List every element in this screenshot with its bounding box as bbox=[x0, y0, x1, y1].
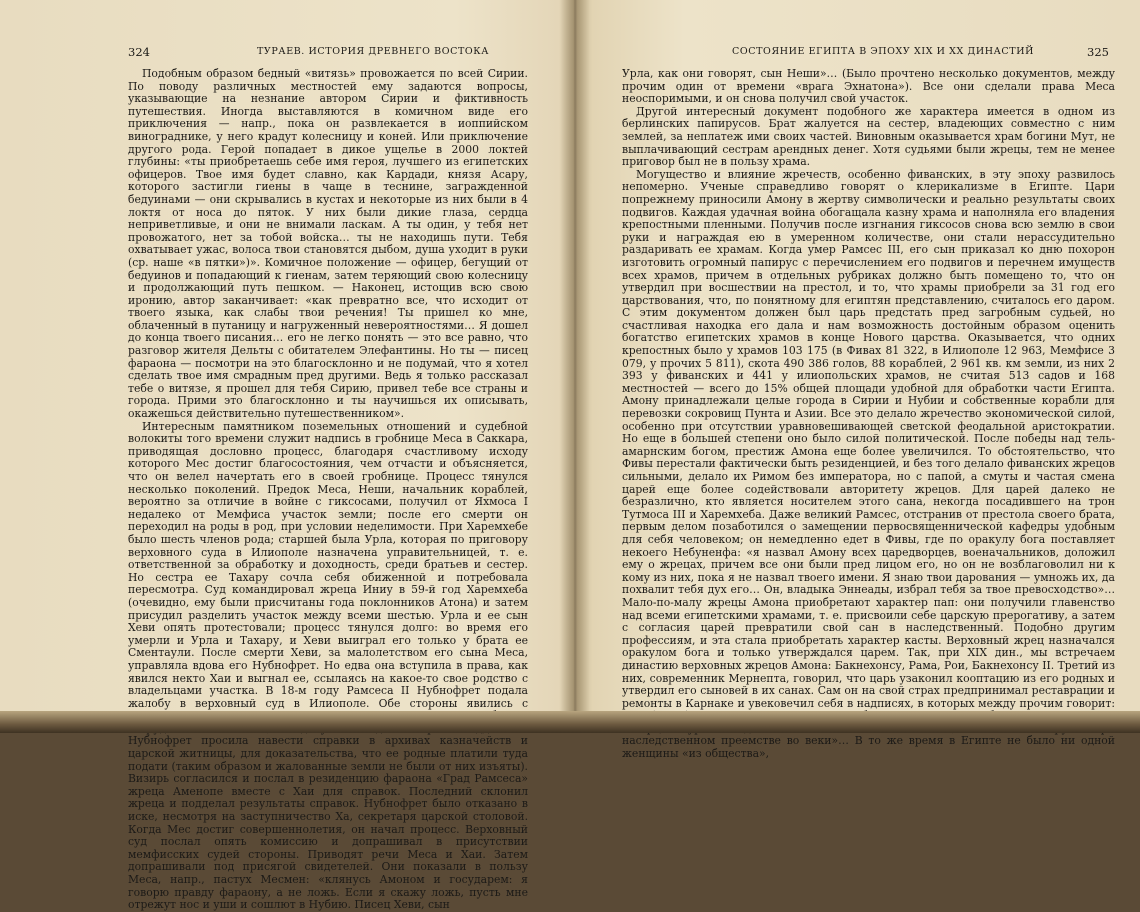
left-page bbox=[0, 0, 565, 912]
right-page bbox=[582, 0, 1140, 761]
running-head: СОСТОЯНИЕ ЕГИПТА В ЭПОХУ XIX И XX ДИНАСТИЙ bbox=[732, 46, 1034, 57]
page-body bbox=[622, 68, 1115, 761]
paragraph: Урла, как они говорят, сын Неши»… (Было прочтено несколько документов, между прочим один от времени «врага Эхнатона»). Все они сделали права Меса неоспоримыми, и он снова получил свой участок. bbox=[622, 67, 1115, 106]
paragraph: Могущество и влияние жречеств, особенно фиванских, в эту эпоху развилось непомерно. Ученые справедливо говорят о клерикализме в Египте. Цари попрежнему приносили Амону в жертву символически и реально результаты своих подвигов. Каждая удачная война обогащала казну храма и наполняла его владения крепостными пленными. Получив после изгнания гиксосов снова всю землю в свои руки и награждая ею в умеренном количестве, они стали нерассудительно раздаривать ее храмам. Когда умер Рамсес III, его сын приказал ко дню похорон изготовить огромный папирус с перечислением его подвигов и перечнем имуществ всех храмов, причем в отдельных рубриках должно быть помещено то, что он утвердил при восшествии на престол, и то, что храмы приобрели за 31 год его царствования, что, по понятному для египтян представлению, считалось его даром. С этим документом должен был царь предстать пред загробным судьей, но счастливая находка его дала и нам возможность достойным образом оценить богатство египетских храмов в конце Нового царства. Оказывается, что одних крепостных было у храмов 103 175 (в Фивах 81 322, в Илиополе 12 963, Мемфисе 3 079, у прочих 5 811), скота 490 386 голов, 88 кораблей, 2 961 кв. км земли, из них 2 393 у фиванских и 441 у илиопольских храмов, не считая 513 садов и 168 местностей — всего до 15% общей площади удобной для обработки части Египта. Амону принадлежали целые города в Сирии и Нубии и собственные корабли для перевозки сокровищ Пунта и Азии. Все это делало жречество экономической силой, особенно при отсутствии уравновешивающей светской феодальной аристократии. Но еще в большей степени оно было силой политической. После победы над тель-амарнским богом, престиж Амона еще более увеличился. То обстоятельство, что Фивы перестали фактически быть резиденцией, и без того делало фиванских жрецов сильными, делало их Римом без императора, но с папой, а смуты и частая смена царей еще более содействовали авторитету жрецов. Для царей далеко не безразлично, кто является носителем этого сана, некогда посадившего на трон Тутмоса III и Харемхеба. Даже великий Рамсес, отстранив от престола своего брата, первым делом позаботился о замещении первосвященнической кафедры удобным для себя человеком; он немедленно едет в Фивы, где по оракулу бога поставляет некоего Небуненфа: «я назвал Амону всех царедворцев, военачальников, доложил ему о жрецах, причем все они были пред лицом его, но он не возблаговолил ни к кому из них, пока я не назвал твоего имени. Я знаю твои дарования — умножь их, да похвалит тебя дух его… Он, владыка Эннеады, избрал тебя за твое превосходство»… Мало-по-малу жрецы Амона приобретают характер пап: они получили главенство над всеми египетскими храмами, т. е. присвоили себе царскую прерогативу, а затем с согласия царей превратили свой сан в наследственный. Подобно другим профессиям, и эта стала приобретать характер касты. Верховный жрец назначался оракулом бога и только утверждался царем. Так, при XIX дин., мы встречаем династию верховных жрецов Амона: Бакнехонсу, Рама, Рои, Бакнехонсу II. Третий из них, современник Мернепта, говорил, что царь узаконил кооптацию из его родных и утвердил его сыновей в их санах. Сам он на свой страх предпринимал реставрации и ремонты в Карнаке и увековечил себя в надписях, в которых между прочим говорит: наследственном преемстве во веки»… В то же время в Египте не было ни одной женщины «из общества», bbox=[622, 167, 1115, 761]
running-head: ТУРАЕВ. ИСТОРИЯ ДРЕВНЕГО ВОСТОКА bbox=[257, 46, 490, 57]
page-body bbox=[128, 68, 528, 912]
book-bottom-edge bbox=[0, 711, 1140, 733]
page-number: 324 bbox=[128, 45, 150, 59]
paragraph: Интересным памятником поземельных отношений и судебной волокиты того времени служит надпись в гробнице Меса в Саккара, приводящая дословно процесс, благодаря счастливому исходу которого Мес достиг благосостояния, чем отчасти и объясняется, что он велел начертать его в своей гробнице. Процесс тянулся несколько поколений. Предок Меса, Неши, начальник кораблей, вероятно за отличие в войне с гиксосами, получил от Яхмоса I недалеко от Мемфиса участок земли; после его смерти он переходил на роды в род, при условии неделимости. При Харемхебе было шесть членов рода; старшей была Урла, которая по приговору верховного суда в Илиополе назначена управительницей, т. е. ответственной за обработку и доходность, среди братьев и сестер. Но сестра ее Тахару сочла себя обиженной и потребовала пересмотра. Суд командировал жреца Иниу в 59-й год Харемхеба (очевидно, ему были присчитаны года поклонников Атона) и затем присудил разделить участок между всеми шестью. Урла и ее сын Хеви опять протестовали; процесс тянулся долго: во время его умерли и Урла и Тахару, и Хеви выиграл его только у брата ее Сментаули. После смерти Хеви, за малолетством его сына Меса, управляла вдова его Нубнофрет. Но едва она вступила в права, как явился некто Хаи и выгнал ее, ссылаясь на какое-то свое родство с владельцами участка. В 18-м году Рамсеса II Нубнофрет подала жалобу в верховный суд в Илиополе. Обе стороны явились с Нубнофрет просила навести справки в архивах казначейств и царской житницы, для доказательства, что ее родные платили туда подати (таким образом и жалованные земли не были от них изъяты). Визирь согласился и послал в резиденцию фараона «Град Рамсеса» жреца Аменопе вместе с Хаи для справок. Последний склонил жреца и подделал результаты справок. Нубнофрет было отказано в иске, несмотря на заступничество Ха, секретаря царской столовой. Когда Мес достиг совершеннолетия, он начал процесс. Верховный суд послал опять комиссию и допрашивал в присутствии мемфисских судей стороны. Приводят речи Меса и Хаи. Затем допрашивали под присягой свидетелей. Они показали в пользу Меса, напр., пастух Месмен: «клянусь Амоном и государем: я говорю правду фараону, а не ложь. Если я скажу ложь, пусть мне отрежут нос и уши и сошлют в Нубию. Писец Хеви, сын bbox=[128, 419, 528, 912]
paragraph: Подобным образом бедный «витязь» провожается по всей Сирии. По поводу различных местностей ему задаются вопросы, указывающие на незнание автором Сирии и фиктивность путешествия. Иногда выставляются в комичном виде его приключения — напр., пока он развлекается в иоппийском винограднике, у него крадут колесницу и коней. Или приключение другого рода. Герой попадает в дикое ущелье в 2000 локтей глубины: «ты приобретаешь себе имя героя, лучшего из египетских офицеров. Твое имя будет славно, как Кардади, князя Асару, которого застигли гиены в чаще в теснине, загражденной бедуинами — они скрывались в кустах и некоторые из них были в 4 локтя от носа до пяток. У них были дикие глаза, сердца неприветливые, и они не внимали ласкам. А ты один, у тебя нет провожатого, нет за тобой войска… ты не находишь пути. Тебя охватывает ужас, волоса твои становятся дыбом, душа уходит в руки (ср. наше «в пятки»)». Комичное положение — офицер, бегущий от бедуинов и попадающий к гиенам, затем теряющий свою колесницу и продолжающий путь пешком. — Наконец, истощив всю свою иронию, автор заканчивает: «как превратно все, что исходит от твоего языка, как слабы твои речения! Ты пришел ко мне, облаченный в путаницу и нагруженный невероятностями… Я дошел до конца твоего писания… его не легко понять — это все равно, что разговор жителя Дельты с обитателем Элефантины. Но ты — писец фараона — посмотри на это благосклонно и не подумай, что я хотел сделать твое имя смрадным пред другими. Ведь я только рассказал тебе о витязе, я прошел для тебя Сирию, привел тебе все страны и города. Прими это благосклонно и ты научишься их описывать, окажешься действительно путешественником». bbox=[128, 67, 528, 421]
paragraph: Другой интересный документ подобного же характера имеется в одном из берлинских папирусов. Брат жалуется на сестер, владеющих совместно с ним землей, за неплатеж ими своих частей. Виновным оказывается храм богини Мут, не выплачивающий сестрам арендных денег. Хотя судьями были жрецы, тем не менее приговор был не в пользу храма. bbox=[622, 104, 1115, 169]
page-number: 325 bbox=[1087, 45, 1109, 59]
